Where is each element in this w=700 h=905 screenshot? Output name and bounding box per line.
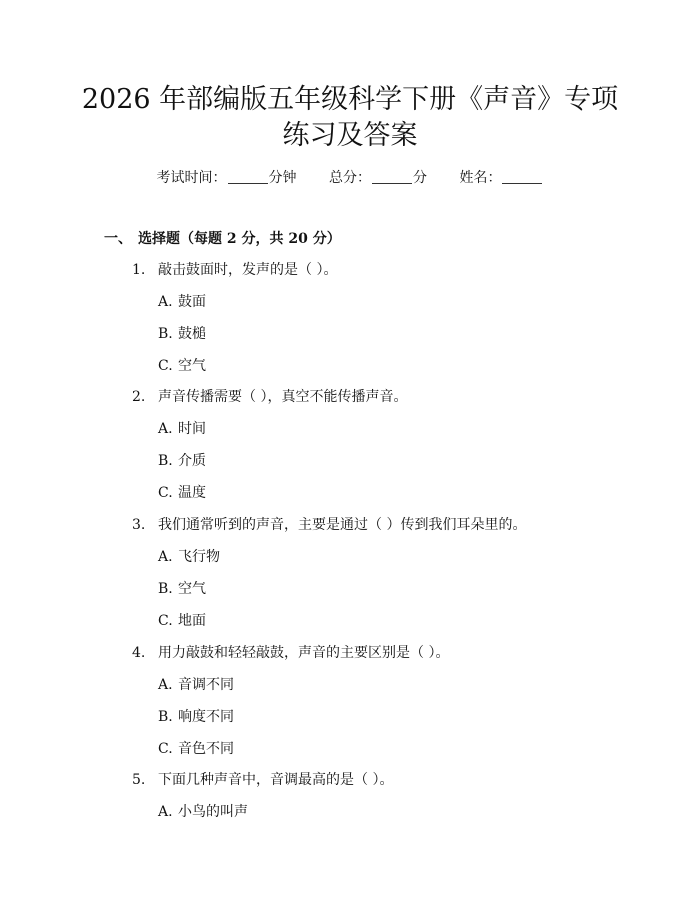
section-heading-text: 选择题（每题 2 分，共 20 分） — [138, 231, 341, 247]
option-letter: A. — [158, 677, 173, 693]
question-text: 声音传播需要（ ），真空不能传播声音。 — [158, 389, 408, 405]
question-number: 1. — [132, 262, 146, 278]
option-letter: C. — [158, 741, 173, 757]
question-text: 敲击鼓面时，发声的是（ ）。 — [158, 262, 338, 278]
question-number: 3. — [132, 517, 146, 533]
answer-option — [158, 325, 206, 343]
option-text: 音调不同 — [178, 677, 234, 693]
question — [132, 516, 526, 534]
total-score-field — [329, 169, 427, 187]
answer-option — [158, 357, 206, 375]
document-title-line-1: 2026 年部编版五年级科学下册《声音》专项 — [81, 84, 619, 115]
question-number: 4. — [132, 645, 146, 661]
exam-time-label: 考试时间： — [156, 170, 227, 186]
option-text: 小鸟的叫声 — [178, 804, 248, 820]
option-text: 飞行物 — [178, 549, 220, 565]
question — [132, 388, 407, 406]
option-text: 介质 — [178, 453, 206, 469]
answer-option — [158, 740, 234, 758]
answer-option — [158, 420, 206, 438]
question-text: 用力敲鼓和轻轻敲鼓，声音的主要区别是（ ）。 — [158, 645, 450, 661]
option-text: 鼓槌 — [178, 326, 206, 342]
option-letter: A. — [158, 294, 173, 310]
question-text: 下面几种声音中，音调最高的是（ ）。 — [158, 772, 394, 788]
total-score-blank — [372, 183, 412, 184]
total-score-unit: 分 — [413, 170, 427, 186]
answer-option — [158, 452, 206, 470]
answer-option — [158, 708, 234, 726]
question-text: 我们通常听到的声音，主要是通过（ ）传到我们耳朵里的。 — [158, 517, 527, 533]
name-blank — [502, 183, 542, 184]
option-text: 地面 — [178, 613, 206, 629]
answer-option — [158, 548, 220, 566]
option-letter: C. — [158, 613, 173, 629]
option-letter: A. — [158, 421, 173, 437]
exam-info-line — [0, 169, 700, 187]
option-text: 音色不同 — [178, 741, 234, 757]
option-letter: B. — [158, 581, 173, 597]
answer-option — [158, 612, 206, 630]
exam-time-field — [157, 169, 297, 187]
name-field — [459, 169, 543, 187]
option-letter: B. — [158, 709, 173, 725]
answer-option — [158, 676, 234, 694]
question — [132, 644, 449, 662]
question — [132, 771, 393, 789]
question — [132, 261, 337, 279]
option-letter: B. — [158, 453, 173, 469]
option-text: 响度不同 — [178, 709, 234, 725]
section-heading — [104, 230, 341, 248]
question-number: 2. — [132, 389, 146, 405]
option-text: 温度 — [178, 485, 206, 501]
option-letter: A. — [158, 804, 173, 820]
question-number: 5. — [132, 772, 146, 788]
option-text: 空气 — [178, 358, 206, 374]
exam-time-unit: 分钟 — [268, 170, 297, 186]
option-letter: C. — [158, 485, 173, 501]
option-text: 空气 — [178, 581, 206, 597]
option-text: 鼓面 — [178, 294, 206, 310]
answer-option — [158, 293, 206, 311]
option-text: 时间 — [178, 421, 206, 437]
answer-option — [158, 803, 248, 821]
document-title-line-2: 练习及答案 — [282, 120, 418, 151]
answer-option — [158, 580, 206, 598]
option-letter: C. — [158, 358, 173, 374]
option-letter: B. — [158, 326, 173, 342]
section-number: 一、 — [104, 231, 132, 247]
total-score-label: 总分： — [329, 170, 371, 186]
name-label: 姓名： — [459, 170, 502, 186]
answer-option — [158, 484, 206, 502]
exam-time-blank — [228, 183, 268, 184]
option-letter: A. — [158, 549, 173, 565]
